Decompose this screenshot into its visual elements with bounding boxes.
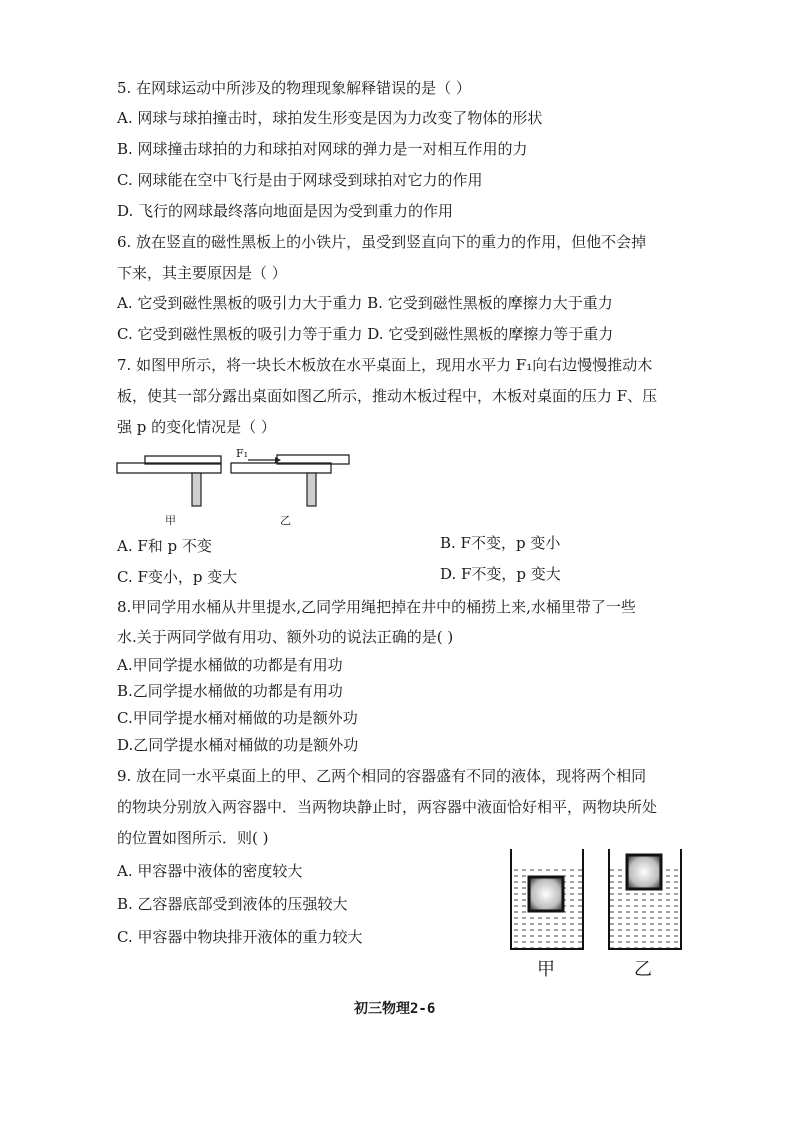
q8-option-a: A.甲同学提水桶做的功都是有用功 [117, 656, 343, 674]
q5-option-d: D. 飞行的网球最终落向地面是因为受到重力的作用 [117, 202, 454, 220]
q8-stem-line1: 8.甲同学用水桶从井里提水,乙同学用绳把掉在井中的桶捞上来,水桶里带了一些 [117, 598, 636, 616]
q9-block-left [529, 877, 563, 911]
q9-option-b: B. 乙容器底部受到液体的压强较大 [117, 895, 348, 913]
q9-stem-line3: 的位置如图所示．则( ) [117, 829, 269, 847]
q7-option-d: D. F不变，p 变大 [440, 565, 561, 583]
q8-option-d: D.乙同学提水桶对桶做的功是额外功 [117, 736, 359, 754]
q9-figure [505, 843, 690, 953]
q7-option-c: C. F变小，p 变大 [117, 568, 238, 586]
q5-option-a: A. 网球与球拍撞击时，球拍发生形变是因为力改变了物体的形状 [117, 109, 543, 127]
q9-figure-label-right: 乙 [634, 959, 652, 980]
q5-option-b: B. 网球撞击球拍的力和球拍对网球的弹力是一对相互作用的力 [117, 140, 528, 158]
q9-option-a: A. 甲容器中液体的密度较大 [117, 862, 303, 880]
q9-block-right [627, 855, 661, 889]
q7-option-b: B. F不变，p 变小 [440, 534, 561, 552]
page-footer: 初三物理2-6 [354, 1001, 436, 1017]
q5-stem: 5. 在网球运动中所涉及的物理现象解释错误的是（ ） [117, 79, 471, 97]
q7-stem-line3: 强 p 的变化情况是（ ） [117, 418, 276, 436]
q7-stem-line2: 板，使其一部分露出桌面如图乙所示，推动木板过程中，木板对桌面的压力 F、压 [117, 387, 658, 405]
q7-table-right-leg [307, 473, 316, 506]
q9-stem-line1: 9. 放在同一水平桌面上的甲、乙两个相同的容器盛有不同的液体，现将两个相同 [117, 767, 647, 785]
q5-option-c: C. 网球能在空中飞行是由于网球受到球拍对它力的作用 [117, 171, 483, 189]
q8-option-b: B.乙同学提水桶做的功都是有用功 [117, 682, 343, 700]
q7-figure-label-right: 乙 [280, 514, 291, 527]
q7-force-label: F₁ [236, 447, 249, 460]
q9-stem-line2: 的物块分别放入两容器中．当两物块静止时，两容器中液面恰好相平，两物块所处 [117, 798, 658, 816]
q7-stem-line1: 7. 如图甲所示，将一块长木板放在水平桌面上，现用水平力 F₁向右边慢慢推动木 [117, 356, 653, 374]
q7-force-arrow-head [275, 457, 281, 463]
q9-figure-label-left: 甲 [537, 959, 555, 980]
q6-options-row1: A. 它受到磁性黑板的吸引力大于重力 B. 它受到磁性黑板的摩擦力大于重力 [117, 294, 613, 312]
q8-option-c: C.甲同学提水桶对桶做的功是额外功 [117, 709, 358, 727]
q6-stem-line1: 6. 放在竖直的磁性黑板上的小铁片，虽受到竖直向下的重力的作用，但他不会掉 [117, 233, 647, 251]
q9-option-c: C. 甲容器中物块排开液体的重力较大 [117, 928, 363, 946]
q8-stem-line2: 水.关于两同学做有用功、额外功的说法正确的是( ) [117, 628, 454, 646]
q7-table-left-leg [192, 473, 201, 506]
q6-stem-line2: 下来，其主要原因是（ ） [117, 264, 287, 282]
q7-option-a: A. F和 p 不变 [117, 537, 212, 555]
q6-options-row2: C. 它受到磁性黑板的吸引力等于重力 D. 它受到磁性黑板的摩擦力等于重力 [117, 325, 614, 343]
q7-figure-label-left: 甲 [165, 514, 176, 527]
